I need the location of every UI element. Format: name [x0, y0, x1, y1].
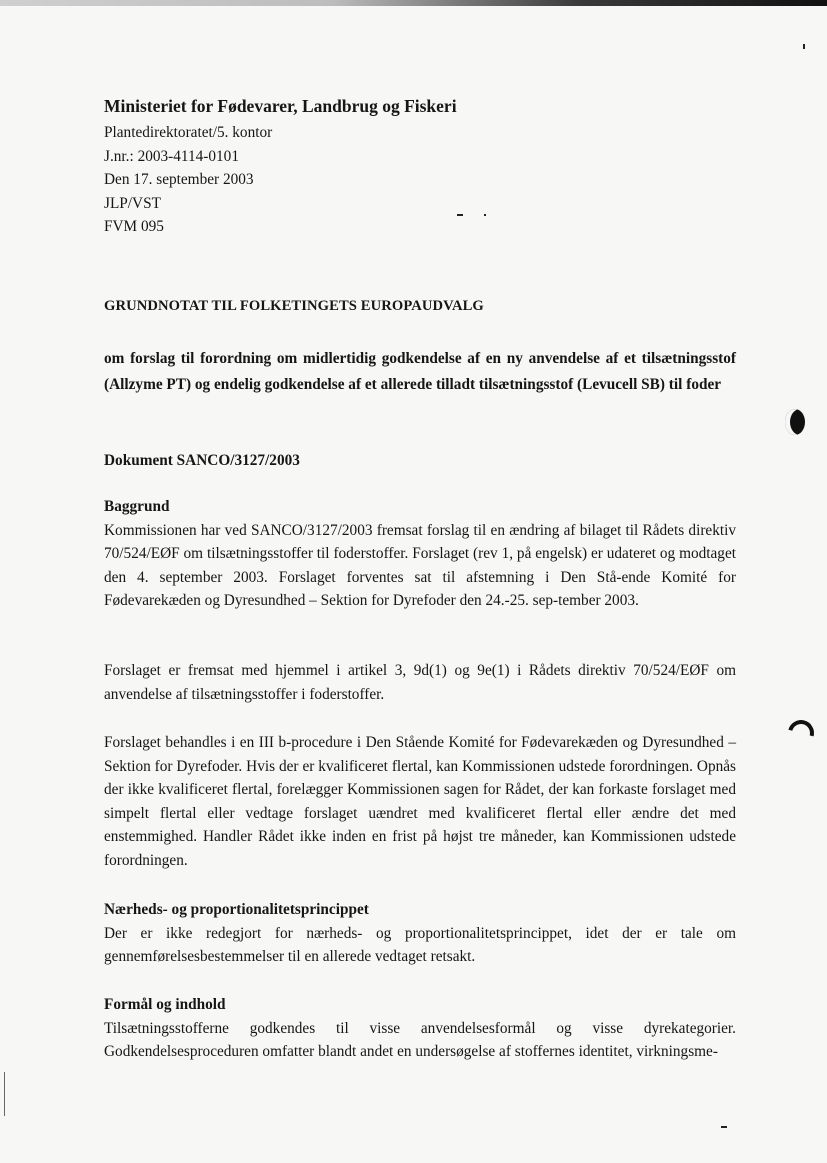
document-title: GRUNDNOTAT TIL FOLKETINGETS EUROPAUDVALG	[104, 298, 484, 314]
initials: JLP/VST	[104, 194, 161, 212]
scan-edge	[0, 0, 827, 6]
ministry-name: Ministeriet for Fødevarer, Landbrug og Fiskeri	[104, 96, 457, 116]
scan-speck	[803, 44, 805, 49]
office-line: Plantedirektoratet/5. kontor	[104, 124, 273, 141]
reference-code: FVM 095	[104, 218, 164, 235]
section-text: Der er ikke redegjort for nærheds- og proportionalitetsprincippet, idet der er tale om gennemførelsesbestemmelser til en allerede vedtaget retsakt.	[104, 924, 736, 965]
section-baggrund	[104, 495, 736, 613]
paragraph-procedure: Forslaget behandles i en III b-procedure i Den Stående Komité for Fødevarekæden og Dyresundhed – Sektion for Dyrefoder. Hvis der er kvalificeret flertal, kan Kommissionen udstede forordningen. Opnås der ikke kvalificeret flertal, forelægger Kommissionen sagen for Rådet, der kan forkaste forslaget med simpelt flertal eller vedtage forslaget uændret med kvalificeret flertal eller ændre det med enstemmighed. Handler Rådet ikke inden en frist på højst tre måneder, kan Kommissionen udstede forordningen.	[104, 734, 736, 869]
header-meta	[104, 121, 736, 239]
punch-hole-mark	[785, 409, 805, 435]
document-reference: Dokument SANCO/3127/2003	[104, 452, 300, 469]
scan-speck	[721, 1126, 727, 1128]
document-subject: om forslag til forordning om midlertidig godkendelse af en ny anvendelse af et tilsætningsstof (Allzyme PT) og endelig godkendelse af et allerede tilladt tilsætningsstof (Levucell SB) til foder	[104, 350, 736, 393]
paragraph-hjemmel: Forslaget er fremsat med hjemmel i artikel 3, 9d(1) og 9e(1) i Rådets direktiv 70/524/EØF om anvendelse af tilsætningsstoffer i foderstoffer.	[104, 662, 736, 703]
section-text: Tilsætningsstofferne godkendes til visse anvendelsesformål og visse dyrekategorier. Godkendelsesproceduren omfatter blandt andet en undersøgelse af stoffernes identitet, virkningsme-	[104, 1019, 736, 1060]
section-heading: Baggrund	[104, 498, 170, 515]
section-heading: Nærheds- og proportionalitetsprincippet	[104, 901, 369, 918]
scan-margin-line	[4, 1072, 5, 1116]
staple-mark	[783, 715, 819, 751]
section-heading: Formål og indhold	[104, 996, 226, 1013]
section-formaal	[104, 993, 736, 1064]
section-text: Kommissionen har ved SANCO/3127/2003 fremsat forslag til en ændring af bilaget til Rådets direktiv 70/524/EØF om tilsætningsstoffer til foderstoffer. Forslaget (rev 1, på engelsk) er udateret og modtaget den 4. september 2003. Forslaget forventes sat til afstemning i Den Stå-ende Komité for Fødevarekæden og Dyresundhed – Sektion for Dyrefoder den 24.-25. sep-tember 2003.	[104, 521, 736, 609]
journal-number: J.nr.: 2003-4114-0101	[104, 147, 239, 165]
document-date: Den 17. september 2003	[104, 171, 254, 188]
section-naerhed	[104, 898, 736, 969]
